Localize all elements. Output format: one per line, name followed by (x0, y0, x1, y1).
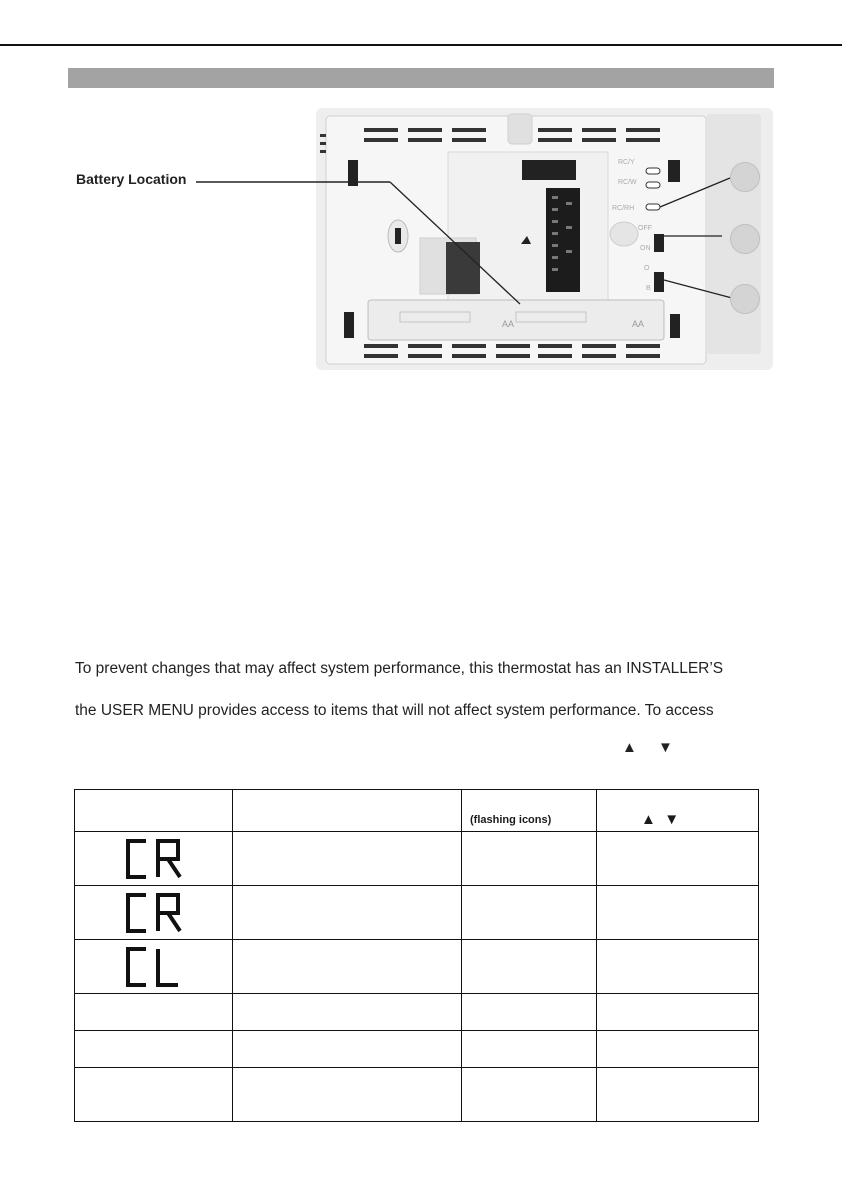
table-row (75, 832, 759, 886)
lcd-code-cr (122, 891, 186, 935)
down-arrow-icon: ▼ (658, 739, 673, 756)
header-cell-3 (462, 790, 597, 832)
callout-1 (730, 162, 760, 192)
section-header-bar (68, 68, 774, 88)
terminal-label-b: B (646, 285, 651, 292)
terminal-label-rcy: RC/Y (618, 159, 635, 166)
top-rule (0, 44, 842, 46)
table-row (75, 1031, 759, 1068)
callout-3 (730, 284, 760, 314)
callout-2 (730, 224, 760, 254)
header-arrows (641, 811, 679, 828)
lcd-code-cell (75, 886, 233, 940)
battery-location-label: Battery Location (76, 171, 187, 187)
terminal-label-off: OFF (638, 225, 652, 232)
paragraph-line-1: To prevent changes that may affect system performance, this thermostat has an INSTALLER’S (75, 660, 724, 677)
header-cell-4 (597, 790, 759, 832)
table-row (75, 994, 759, 1031)
up-arrow-icon: ▲ (622, 739, 637, 756)
lcd-code-cr (122, 837, 186, 881)
table-row (75, 886, 759, 940)
up-arrow-icon: ▲ (641, 811, 656, 828)
terminal-label-rcw: RC/W (618, 179, 637, 186)
terminal-label-o: O (644, 265, 650, 272)
table-row (75, 940, 759, 994)
thermostat-backplate-image (316, 108, 773, 370)
header-cell-1 (75, 790, 233, 832)
battery-leader-line (196, 179, 396, 187)
lcd-code-cell (75, 832, 233, 886)
paragraph-line-2: the USER MENU provides access to items that will not affect system performance. To access (75, 702, 714, 719)
battery-mark-2: AA (632, 319, 645, 329)
lcd-code-cl (122, 945, 186, 989)
header-cell-2 (233, 790, 462, 832)
flashing-icons-label: (flashing icons) (470, 814, 552, 826)
user-menu-table (74, 789, 759, 1122)
down-arrow-icon: ▼ (664, 811, 680, 828)
lcd-code-cell (75, 940, 233, 994)
table-header-row (75, 790, 759, 832)
terminal-label-on: ON (640, 245, 651, 252)
table-row (75, 1068, 759, 1122)
battery-mark-1: AA (502, 319, 515, 329)
terminal-label-rcrh: RC/RH (612, 205, 635, 212)
